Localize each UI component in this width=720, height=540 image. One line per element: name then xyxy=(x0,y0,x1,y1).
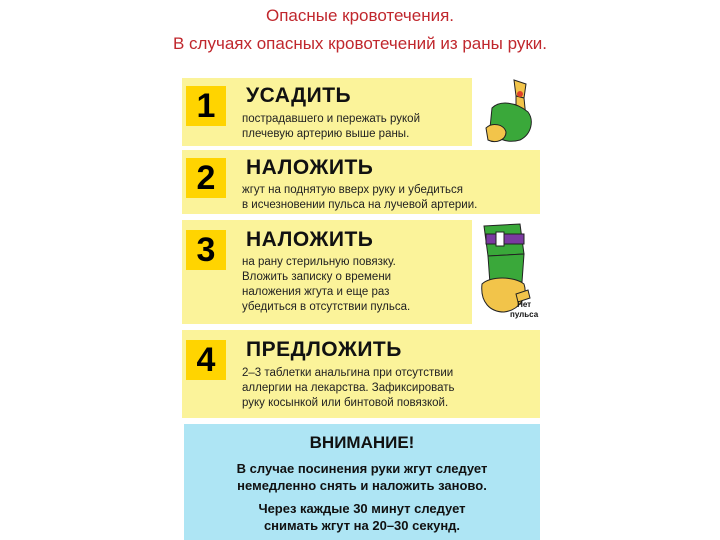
warning-paragraph-1 xyxy=(184,460,540,494)
step-2-heading: НАЛОЖИТЬ xyxy=(246,156,374,179)
step-4-number: 4 xyxy=(186,340,226,380)
step-1-number: 1 xyxy=(186,86,226,126)
step-3-line: убедиться в отсутствии пульса. xyxy=(242,301,411,313)
step-1-heading: УСАДИТЬ xyxy=(246,84,352,107)
step-3-heading: НАЛОЖИТЬ xyxy=(246,228,374,251)
no-pulse-line: пульса xyxy=(510,310,539,319)
step-2-line: жгут на поднятую вверх руку и убедиться xyxy=(242,184,463,196)
step-1-line: пострадавшего и пережать рукой xyxy=(242,113,420,125)
no-pulse-line: Нет xyxy=(517,300,532,309)
step-4-line: руку косынкой или бинтовой повязкой. xyxy=(242,397,449,409)
step-3-number: 3 xyxy=(186,230,226,270)
step-2-number: 2 xyxy=(186,158,226,198)
warning-title: ВНИМАНИЕ! xyxy=(309,433,415,452)
warning-line: снимать жгут на 20–30 секунд. xyxy=(263,518,461,533)
warning-box xyxy=(184,424,540,540)
warning-line: В случае посинения руки жгут следует xyxy=(236,461,488,476)
step-3-line: Вложить записку о времени xyxy=(242,271,392,283)
arm-pressing-illustration xyxy=(476,78,542,146)
step-4-heading: ПРЕДЛОЖИТЬ xyxy=(246,338,402,361)
warning-line: немедленно снять и наложить заново. xyxy=(237,478,487,493)
step-4-line: 2–3 таблетки анальгина при отсутствии xyxy=(242,367,454,379)
step-1-description xyxy=(242,112,420,142)
warning-line: Через каждые 30 минут следует xyxy=(258,501,466,516)
instruction-poster xyxy=(182,78,542,540)
step-2-line: в исчезновении пульса на лучевой артерии. xyxy=(242,199,478,211)
page-title: Опасные кровотечения. xyxy=(265,6,455,25)
step-2 xyxy=(182,150,542,214)
step-2-description xyxy=(242,183,477,213)
step-1-line: плечевую артерию выше раны. xyxy=(242,128,410,140)
step-3-description xyxy=(242,255,410,315)
warning-paragraph-2 xyxy=(184,500,540,534)
step-4 xyxy=(182,330,542,418)
page-subtitle: В случаях опасных кровотечений из раны руки. xyxy=(172,34,547,53)
no-pulse-label xyxy=(510,300,538,320)
step-4-line: аллергии на лекарства. Зафиксировать xyxy=(242,382,455,394)
step-3-line: наложения жгута и еще раз xyxy=(242,286,390,298)
step-4-description xyxy=(242,366,455,411)
step-3-line: на рану стерильную повязку. xyxy=(242,256,396,268)
